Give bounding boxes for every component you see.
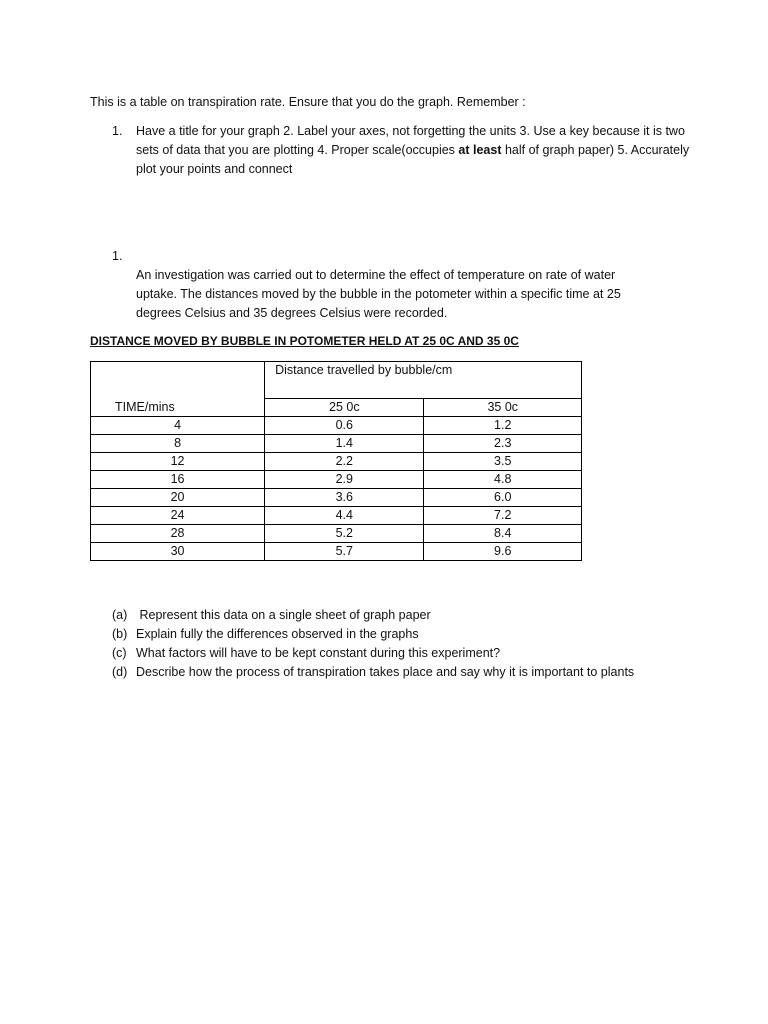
question-paragraph: An investigation was carried out to determine the effect of temperature on rate of water uptake. The distances moved by the bubble in the potometer within a specific time at 25 degrees Celsius and 35 degrees Celsius were recorded.	[136, 268, 621, 320]
time-cell: 16	[91, 471, 265, 489]
sub-question	[112, 644, 634, 663]
sub-questions	[112, 606, 634, 682]
instruction-number: 1.	[112, 124, 123, 138]
sub-question-label: (a)	[112, 608, 128, 622]
instruction-text-bold: at least	[458, 143, 502, 157]
instruction-text-part2: half of graph paper) 5. Accurately plot your points and connect	[136, 143, 690, 176]
distance-35-cell: 8.4	[424, 525, 582, 543]
sub-question-label: (b)	[112, 627, 128, 641]
intro-text: This is a table on transpiration rate. Ensure that you do the graph. Remember :	[90, 95, 526, 109]
sub-question-text: What factors will have to be kept constant during this experiment?	[136, 646, 501, 660]
distance-header: Distance travelled by bubble/cm	[265, 362, 582, 399]
table-heading: DISTANCE MOVED BY BUBBLE IN POTOMETER HELD AT 25 0C AND 35 0C	[90, 334, 519, 348]
time-cell: 24	[91, 507, 265, 525]
sub-question-text: Represent this data on a single sheet of graph paper	[136, 608, 431, 622]
time-header: TIME/mins	[91, 362, 265, 417]
temp-35-header: 35 0c	[424, 399, 582, 417]
table-row	[91, 453, 582, 471]
sub-question	[112, 625, 634, 644]
distance-35-cell: 2.3	[424, 435, 582, 453]
distance-25-cell: 2.2	[265, 453, 424, 471]
time-cell: 20	[91, 489, 265, 507]
sub-question	[112, 606, 634, 625]
sub-question-label: (d)	[112, 665, 128, 679]
distance-35-cell: 1.2	[424, 417, 582, 435]
data-table	[90, 361, 582, 561]
distance-35-cell: 9.6	[424, 543, 582, 561]
distance-25-cell: 2.9	[265, 471, 424, 489]
sub-question-text: Explain fully the differences observed in the graphs	[136, 627, 419, 641]
instruction-text-part1: Have a title for your graph 2. Label your axes, not forgetting the units 3. Use a key because it is two sets of data that you are plotting 4. Proper scale(occupies	[136, 124, 685, 157]
time-cell: 8	[91, 435, 265, 453]
distance-25-cell: 1.4	[265, 435, 424, 453]
table-row	[91, 525, 582, 543]
table-row	[91, 471, 582, 489]
time-cell: 28	[91, 525, 265, 543]
distance-35-cell: 3.5	[424, 453, 582, 471]
table-row	[91, 543, 582, 561]
instruction-text	[136, 122, 696, 179]
sub-question-text: Describe how the process of transpiration takes place and say why it is important to plants	[136, 665, 635, 679]
table-row	[91, 417, 582, 435]
sub-question-label: (c)	[112, 646, 127, 660]
distance-25-cell: 3.6	[265, 489, 424, 507]
distance-35-cell: 7.2	[424, 507, 582, 525]
time-cell: 12	[91, 453, 265, 471]
sub-question	[112, 663, 634, 682]
distance-35-cell: 6.0	[424, 489, 582, 507]
question-number: 1.	[112, 249, 123, 263]
distance-25-cell: 0.6	[265, 417, 424, 435]
distance-25-cell: 5.7	[265, 543, 424, 561]
temp-25-header: 25 0c	[265, 399, 424, 417]
time-cell: 30	[91, 543, 265, 561]
table-row	[91, 507, 582, 525]
time-cell: 4	[91, 417, 265, 435]
table-row	[91, 435, 582, 453]
distance-25-cell: 4.4	[265, 507, 424, 525]
distance-25-cell: 5.2	[265, 525, 424, 543]
distance-35-cell: 4.8	[424, 471, 582, 489]
table-row	[91, 489, 582, 507]
